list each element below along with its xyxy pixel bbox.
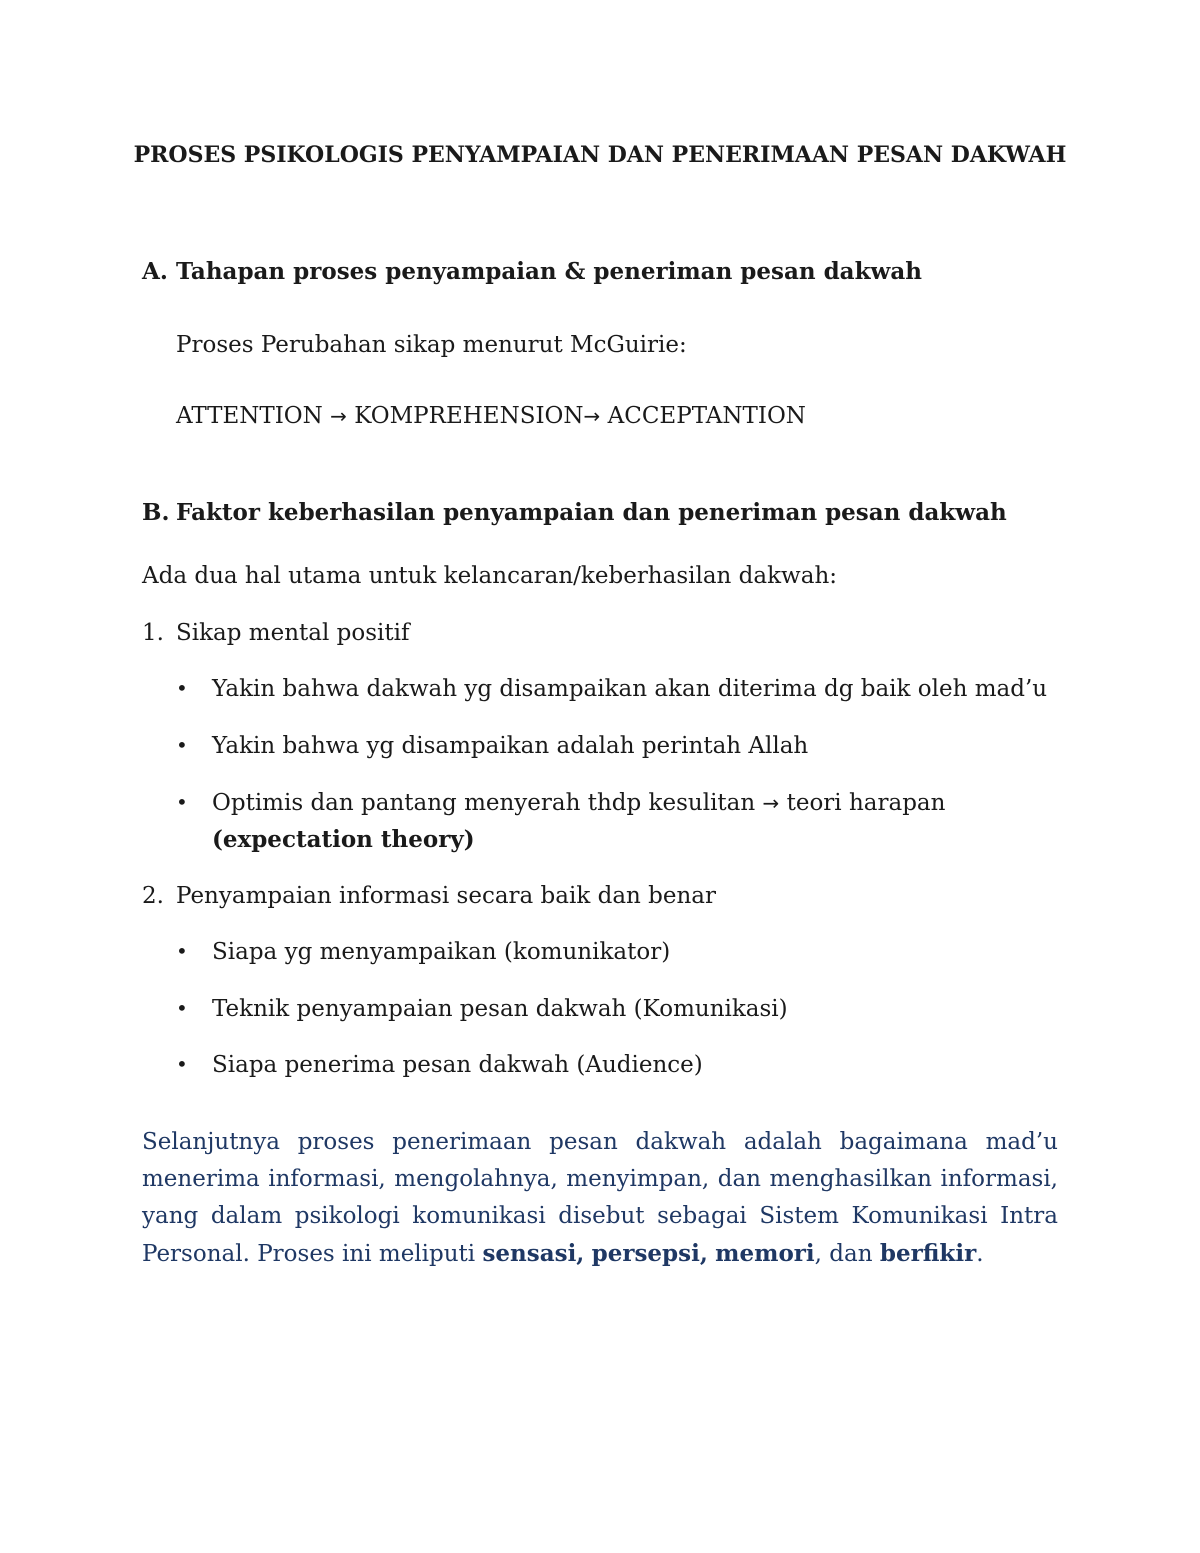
term-berfikir: berfikir [879,1240,977,1267]
bullet-text-tail: teori harapan [786,790,946,816]
bullet-text: Optimis dan pantang menyerah thdp kesulitan [212,790,756,816]
item-number: 1. [142,620,164,646]
term-persepsi: persepsi, [591,1240,708,1267]
bullet-icon: • [176,790,188,814]
list-item [142,883,716,909]
bullet-icon: • [176,996,188,1020]
bullet-icon: • [176,1052,188,1076]
page-title: PROSES PSIKOLOGIS PENYAMPAIAN DAN PENERIMAAN PESAN DAKWAH [133,142,1067,168]
item-label: Sikap mental positif [176,620,410,646]
term-memori: memori [715,1240,815,1267]
expectation-theory: (expectation theory) [212,826,475,853]
term-sensasi: sensasi, [482,1240,585,1267]
arrow-right-icon: → [762,791,780,815]
closing-line: Selanjutnya proses penerimaan pesan dakwah adalah bagaimana mad’u [142,1129,1058,1155]
bullet-text-line [212,790,945,816]
closing-separator: , dan [814,1241,880,1267]
closing-end: . [976,1241,984,1267]
flow-step-acceptantion: ACCEPTANTION [607,403,806,429]
closing-line: menerima informasi, mengolahnya, menyimpan, dan menghasilkan informasi, [142,1166,1058,1192]
flow-step-komprehension: KOMPREHENSION [354,403,584,429]
item-number: 2. [142,883,164,909]
flow-step-attention: ATTENTION [176,403,323,429]
section-b-heading-text: Faktor keberhasilan penyampaian dan peneriman pesan dakwah [176,499,1007,526]
section-a-intro: Proses Perubahan sikap menurut McGuirie: [176,332,687,358]
section-a-heading [142,258,922,285]
closing-line: yang dalam psikologi komunikasi disebut sebagai Sistem Komunikasi Intra [142,1203,1058,1229]
closing-line [142,1235,1058,1272]
attitude-flow [176,403,806,429]
bullet-text: Siapa penerima pesan dakwah (Audience) [212,1052,703,1078]
arrow-right-icon: → [583,404,601,428]
section-b-heading [142,499,1007,526]
arrow-right-icon: → [330,404,347,428]
closing-line-start: Personal. Proses ini meliputi [142,1241,483,1267]
section-a-heading-text: Tahapan proses penyampaian & peneriman pesan dakwah [176,258,922,285]
closing-paragraph [142,1124,1058,1272]
bullet-text: Yakin bahwa yg disampaikan adalah perintah Allah [212,733,809,759]
bullet-text: Siapa yg menyampaikan (komunikator) [212,939,671,965]
section-a-marker: A. [142,258,168,285]
bullet-text: Yakin bahwa dakwah yg disampaikan akan diterima dg baik oleh mad’u [212,676,1048,702]
item-label: Penyampaian informasi secara baik dan benar [176,883,717,909]
bullet-icon: • [176,733,188,757]
bullet-text: Teknik penyampaian pesan dakwah (Komunikasi) [212,996,788,1022]
list-item [142,620,410,646]
bullet-icon: • [176,939,188,963]
bullet-icon: • [176,676,188,700]
section-b-intro: Ada dua hal utama untuk kelancaran/keberhasilan dakwah: [142,563,838,589]
section-b-marker: B. [142,499,170,526]
